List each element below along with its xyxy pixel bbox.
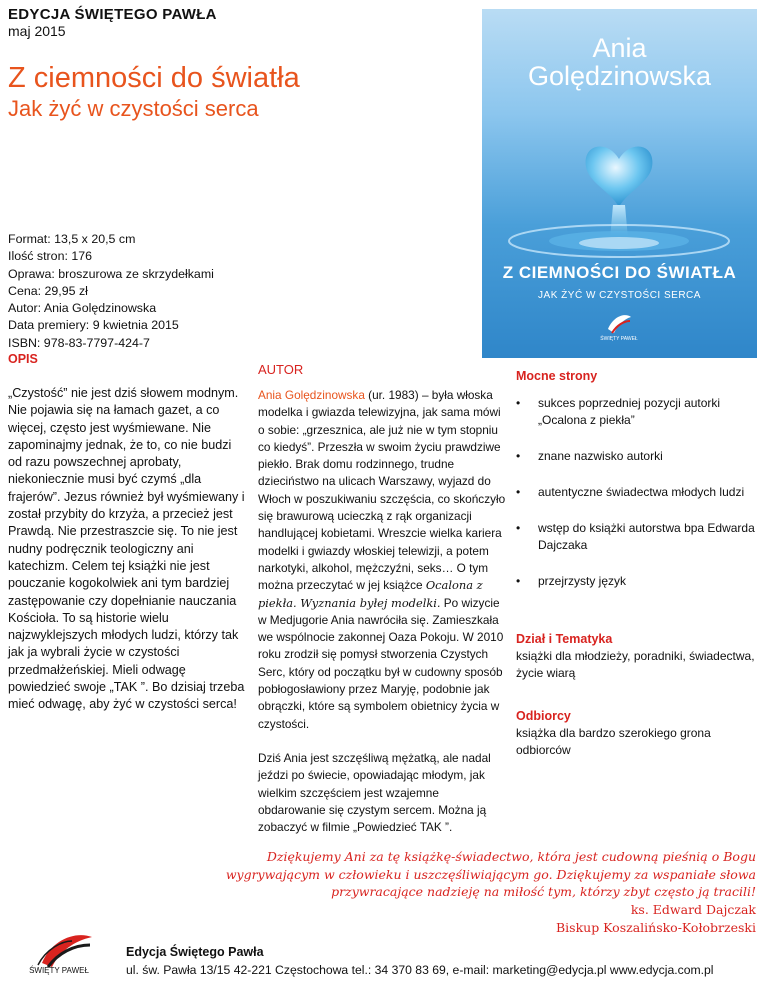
category-heading: Dział i Tematyka: [516, 632, 613, 646]
autor-text-part1: (ur. 1983) – była włoska modelka i gwiazda telewizyjna, jak sama mówi o sobie: „grzesznica, ale już nie w tym stopniu co kiedyś”. Przeszła w swoim życiu prawdziwe piekło. Brak domu rodzinnego, trudne dzieciństwo na ulicach Warszawy, wyjazd do Włoch w poszukiwaniu szczęścia, co skończyło się brawurową ucieczką z rąk organizacji handlującej kobietami. Wreszcie wielka kariera modelki i gwiazdy włoskiej telewizji, a potem narkotyki, alkohol, mężczyźni, seks… O tym można przeczytać w jej książce: [258, 388, 506, 593]
quote-line: wygrywającym w człowieku i uszczęśliwiającym go. Dziękujemy za wspaniałe słowa: [225, 866, 756, 882]
autor-text: [258, 387, 506, 733]
cover-author-last: Golędzinowska: [527, 61, 712, 91]
strengths-heading: Mocne strony: [516, 369, 598, 383]
list-item: • znane nazwisko autorki: [516, 448, 760, 465]
endorsement-signer: [196, 901, 756, 936]
strengths-list: [516, 395, 760, 609]
autor-text-part2: Po wizycie w Medjugorie Ania nawróciła się. Zamieszkała we wspólnocie zakonnej Oaza Pokoju. W 2010 roku zrodził się pomysł stworzenia Czystych Serc, który od początku był w cudowny sposób pobłogosławiony przez Maryję, podobnie jak obrączki, które są symbolem obietnicy życia w czystości.: [258, 595, 504, 731]
detail-format: Format: 13,5 x 20,5 cm: [8, 232, 136, 246]
signer-title: Biskup Koszalińsko-Kołobrzeski: [555, 919, 756, 935]
book-title: Z ciemności do światła: [8, 62, 300, 94]
cover-title: Z CIEMNOŚCI DO ŚWIATŁA: [502, 263, 737, 282]
footer-publisher-name: Edycja Świętego Pawła: [126, 945, 264, 959]
water-drop-heart-image: [482, 99, 757, 269]
publisher-title: EDYCJA ŚWIĘTEGO PAWŁA: [8, 6, 217, 23]
book-subtitle: Jak żyć w czystości serca: [8, 96, 259, 121]
book-reference: Ocalona z piekła. Wyznania byłej modelki.: [258, 578, 483, 610]
cover-subtitle: JAK ŻYĆ W CZYSTOŚCI SERCA: [538, 290, 701, 301]
signer-name: ks. Edward Dajczak: [630, 902, 756, 917]
audience-heading: Odbiorcy: [516, 709, 571, 723]
detail-release-date: Data premiery: 9 kwietnia 2015: [8, 318, 179, 333]
list-item: • autentyczne świadectwa młodych ludzi: [516, 484, 760, 501]
opis-text: „Czystość” nie jest dziś słowem modnym. Nie pojawia się na łamach gazet, a co więcej, często jest wyśmiewane. Nie zapominajmy jednak, że to, co nie budzi od razu powszechnej aprobaty, niekoniecznie musi być czymś „dla frajerów”. Jezus również był wyśmiewany i został przybity do krzyża, a przecież jest Prawdą. Nie przestraszcie się. To nie jest nudny podręcznik teologiczny ani katechizm. Celem tej książki nie jest pouczanie kogokolwiek ani tym bardziej zastępowanie czy dopełnianie nauczania Kościoła. To są historie wielu najzwyklejszych młodych ludzi, którzy tak jak ja wybrali życie w czystości przedmałżeńskiej. Mieli odwagę powiedzieć swoje „TAK ”. Bo dzisiaj trzeba mieć odwagę, aby żyć w czystości serca!: [8, 386, 245, 712]
publisher-logo-icon: [604, 307, 634, 337]
list-item: • wstęp do książki autorstwa bpa Edwarda Dajczaka: [516, 520, 760, 554]
quote-line: przywracające nadzieję na miłość tym, którzy zbyt często ją tracili!: [331, 884, 756, 899]
list-item: • sukces poprzedniej pozycji autorki „Ocalona z piekła”: [516, 395, 760, 429]
publisher-logo-icon: [12, 925, 116, 985]
author-name: Ania Golędzinowska: [258, 388, 365, 402]
footer-contact: ul. św. Pawła 13/15 42-221 Częstochowa tel.: 34 370 83 69, e-mail: marketing@edycja.pl www.edycja.com.pl: [126, 963, 714, 977]
cover-author-first: Ania: [592, 33, 647, 63]
endorsement-quote: [196, 848, 756, 901]
category-text: książki dla młodzieży, poradniki, świadectwa, życie wiarą: [516, 649, 755, 680]
opis-heading: OPIS: [8, 352, 38, 366]
book-details: [8, 231, 214, 352]
autor-text-closing: Dziś Ania jest szczęśliwą mężatką, ale nadal jeździ po świecie, opowiadając młodym, jak wielkim szczęściem jest wzajemne obdarowanie się czystym sercem. Można ją zobaczyć w filmie „Powiedzieć TAK ”.: [258, 751, 491, 835]
list-item: • przejrzysty język: [516, 573, 760, 590]
detail-pages: Ilość stron: 176: [8, 249, 93, 264]
detail-binding: Oprawa: broszurowa ze skrzydełkami: [8, 266, 214, 281]
issue-date: maj 2015: [8, 23, 66, 39]
detail-price: Cena: 29,95 zł: [8, 283, 88, 298]
detail-author: Autor: Ania Golędzinowska: [8, 301, 157, 316]
detail-isbn: ISBN: 978-83-7797-424-7: [8, 335, 150, 350]
footer-logo-text: ŚWIĘTY PAWEŁ: [29, 966, 89, 975]
audience-text: książka dla bardzo szerokiego grona odbiorców: [516, 726, 711, 757]
autor-heading: AUTOR: [258, 362, 304, 377]
book-cover: [482, 9, 757, 358]
quote-line: Dziękujemy Ani za tę książkę-świadectwo, która jest cudowną pieśnią o Bogu: [266, 849, 756, 864]
cover-logo-text: ŚWIĘTY PAWEŁ: [600, 336, 638, 342]
